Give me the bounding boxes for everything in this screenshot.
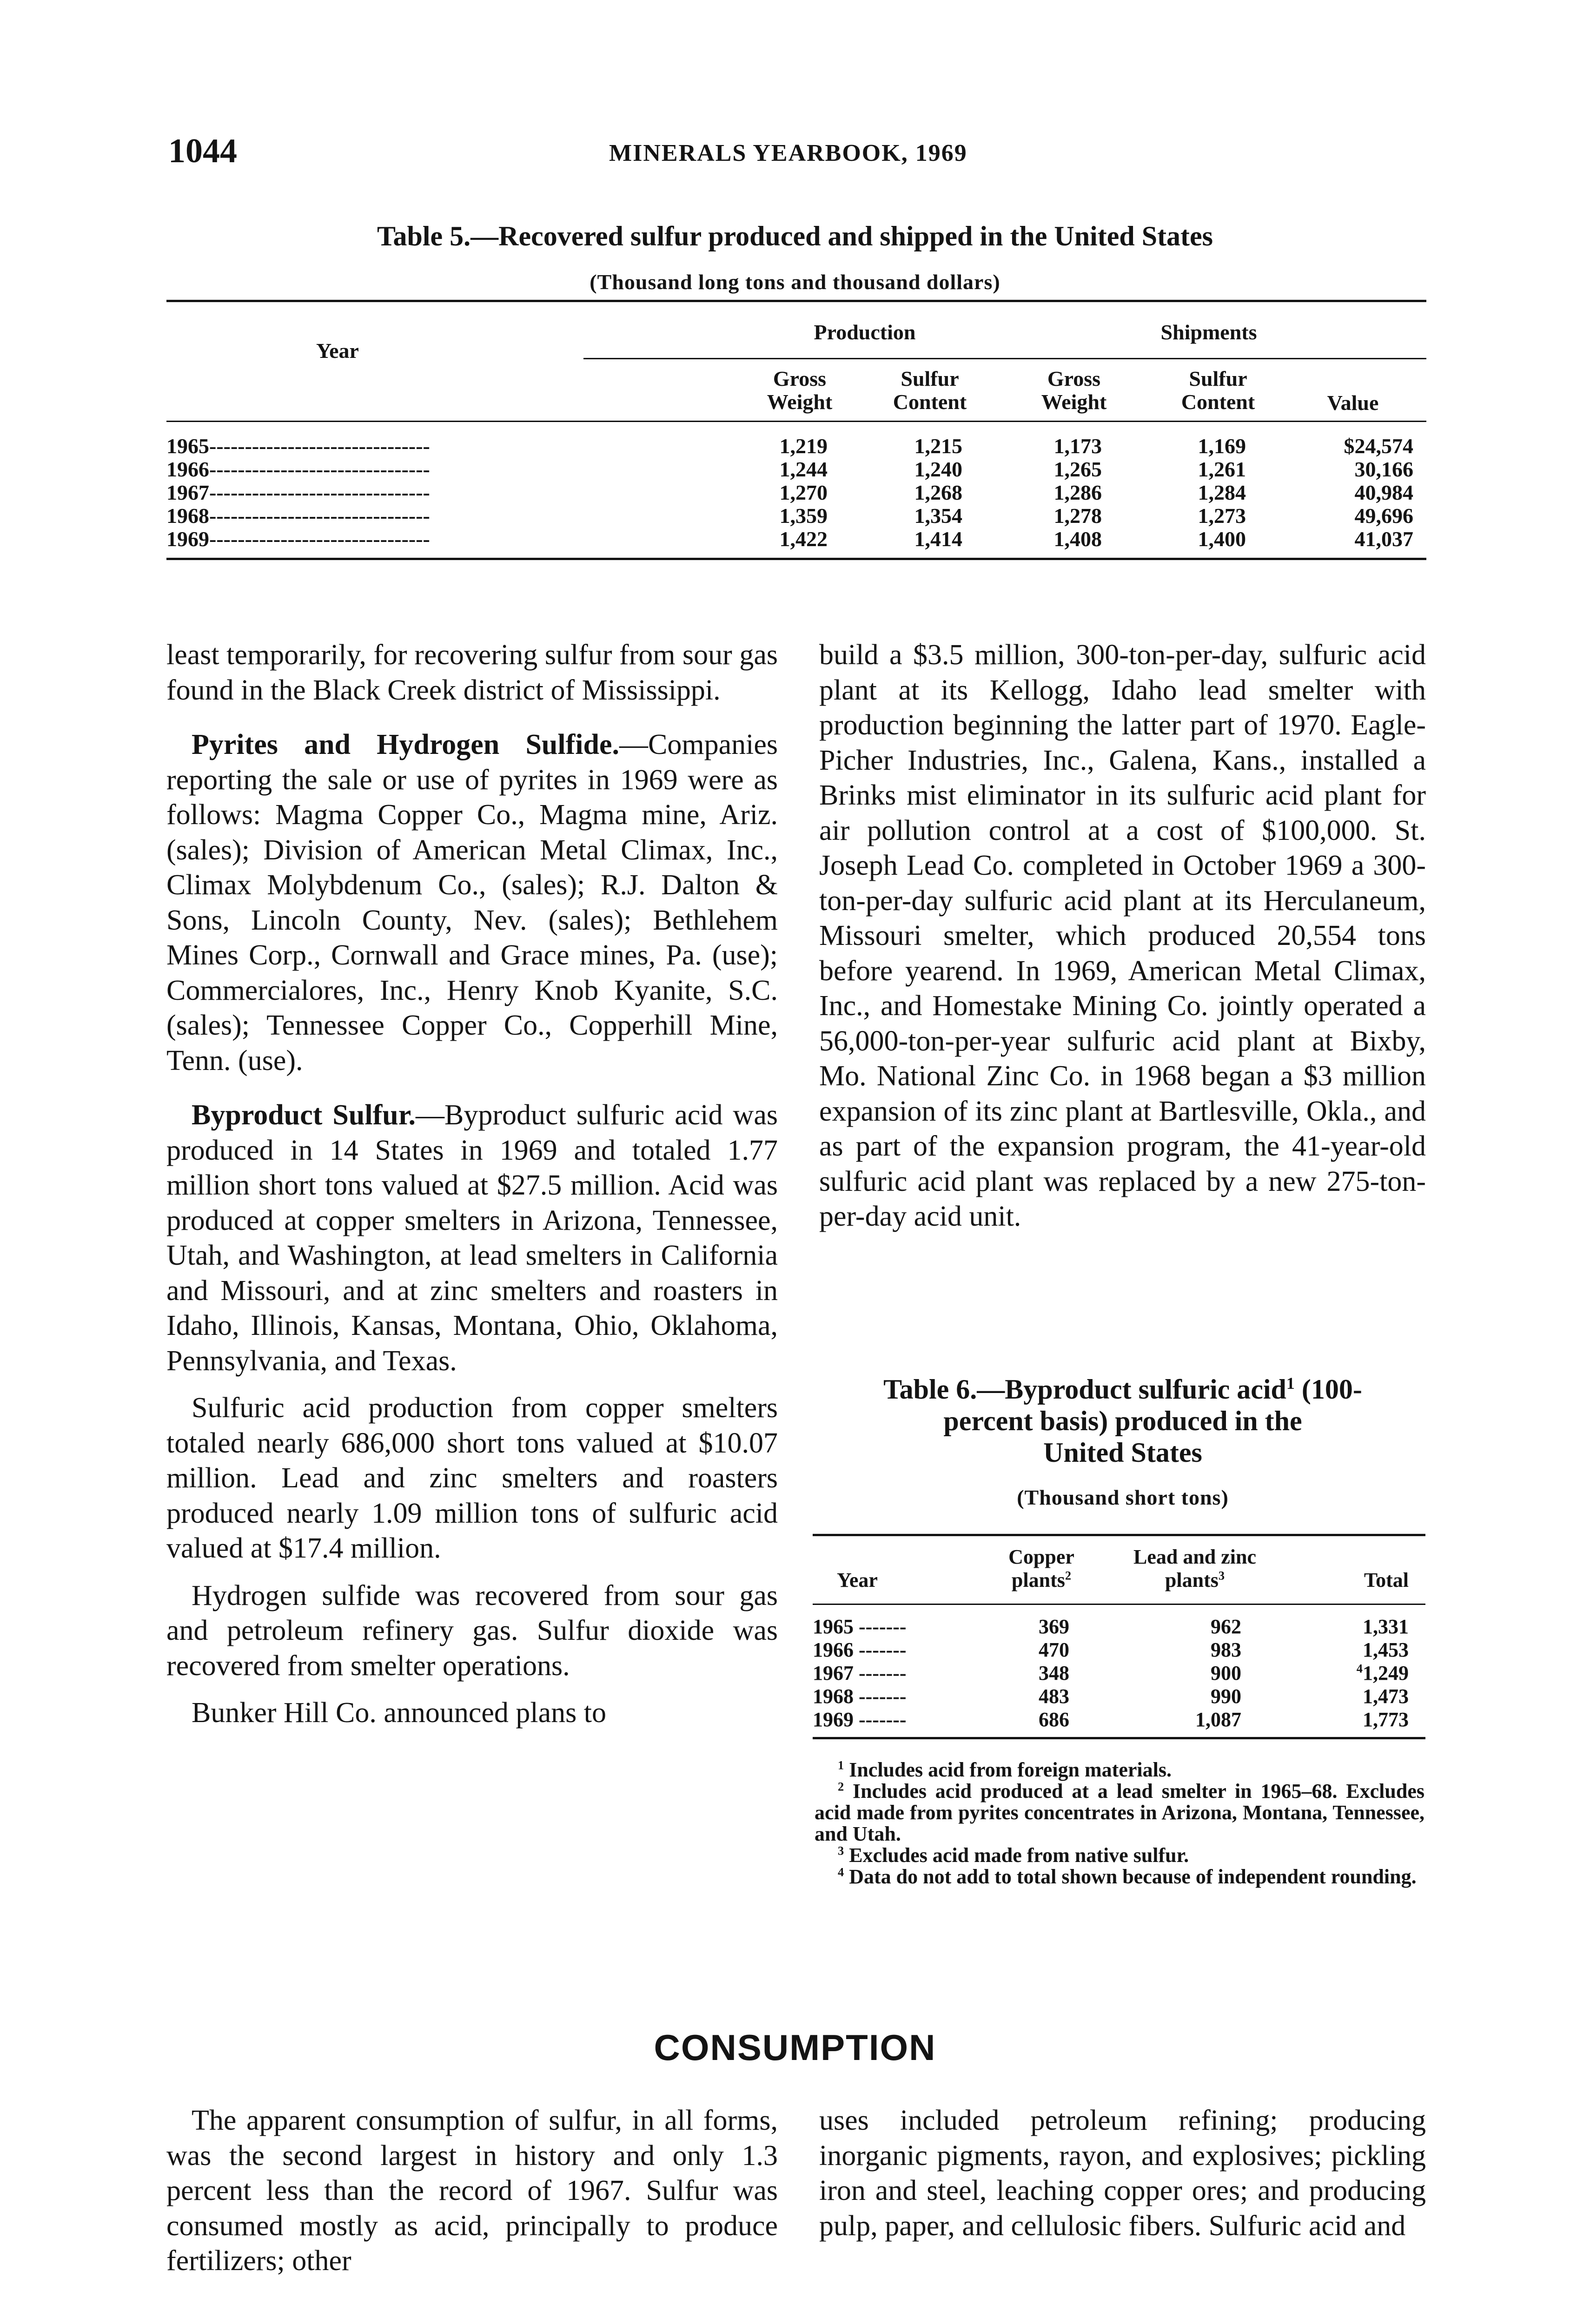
table5-col-value: Value bbox=[1327, 391, 1379, 415]
table-cell: 1,244 bbox=[779, 457, 828, 481]
table-cell: 1,773 bbox=[1363, 1708, 1409, 1731]
table-row-label: 1966------------------------------- bbox=[166, 457, 430, 481]
paragraph-pyrites bbox=[166, 727, 778, 1078]
table-cell: 30,166 bbox=[1354, 457, 1413, 481]
table-row-label: 1967------------------------------- bbox=[166, 481, 430, 504]
table-cell: 49,696 bbox=[1354, 504, 1413, 528]
table-cell: 1,331 bbox=[1363, 1615, 1409, 1638]
table-cell: 1,354 bbox=[914, 504, 962, 528]
paragraph-text: —Byproduct sulfuric acid was produced in 14 States in 1969 and totaled 1.77 million short tons valued at $27.5 million. Acid was produced at copper smelters in Arizona, Tennessee, Utah, and Washington, at lead smelters in California and Missouri, and at zinc smelters and roasters in Idaho, Illinois, Kansas, Montana, Ohio, Oklahoma, Pennsylvania, and Texas. bbox=[166, 1099, 778, 1377]
table-cell: 1,286 bbox=[1053, 481, 1102, 504]
title-line: United States bbox=[1043, 1437, 1202, 1468]
runin-heading: Byproduct Sulfur. bbox=[192, 1099, 416, 1131]
consumption-right-column bbox=[819, 2103, 1426, 2244]
table-cell: 369 bbox=[1039, 1615, 1069, 1638]
table5-col-ship-sulfur bbox=[1172, 367, 1265, 414]
table5-value-values bbox=[1283, 435, 1413, 551]
table-row-label: 1968------------------------------- bbox=[166, 504, 430, 528]
consumption-left-column bbox=[166, 2103, 778, 2279]
table-cell: 686 bbox=[1039, 1708, 1069, 1731]
table5-col-prod-sulfur bbox=[883, 367, 976, 414]
col-label-line: plants$^2$ bbox=[1011, 1568, 1072, 1591]
table-cell: 1,261 bbox=[1198, 457, 1246, 481]
table6-lead-zinc-values bbox=[1139, 1615, 1241, 1731]
title-line: percent basis) produced in the bbox=[943, 1406, 1302, 1436]
col-label-line: Sulfur bbox=[1189, 367, 1247, 390]
table-cell: 1,265 bbox=[1053, 457, 1102, 481]
table-cell: 41,037 bbox=[1354, 527, 1413, 551]
table-cell: 1,215 bbox=[914, 434, 962, 458]
footnote: $^3$ Excludes acid made from native sulfur. bbox=[838, 1843, 1189, 1867]
table-cell: 962 bbox=[1211, 1615, 1241, 1638]
table6-top-rule bbox=[813, 1534, 1425, 1536]
table-cell: 1,422 bbox=[779, 527, 828, 551]
paragraph: least temporarily, for recovering sulfur from sour gas found in the Black Creek district of Mississippi. bbox=[166, 639, 778, 706]
table-cell: 1,473 bbox=[1363, 1685, 1409, 1708]
col-label-line: Gross bbox=[1047, 367, 1101, 390]
table-cell: 1,273 bbox=[1198, 504, 1246, 528]
table-row-label: 1966 ------- bbox=[813, 1638, 907, 1661]
table-cell: 1,270 bbox=[779, 481, 828, 504]
table-cell: 1,240 bbox=[914, 457, 962, 481]
table5-bottom-rule bbox=[166, 558, 1426, 560]
col-label-line: Content bbox=[893, 390, 967, 414]
paragraph: build a $3.5 million, 300-ton-per-day, sulfuric acid plant at its Kellogg, Idaho lead smelter with production beginning the latter part of 1970. Eagle-Picher Industries, Inc., Galena, Kans., installed a Brinks mist eliminator in its sulfuric acid plant for air pollution control at a cost of $100,000. St. Joseph Lead Co. completed in October 1969 a 300-ton-per-day sulfuric acid plant at its Herculaneum, Missouri smelter, which produced 20,554 tons before yearend. In 1969, American Metal Climax, Inc., and Homestake Mining Co. jointly operated a 56,000-ton-per-year sulfuric acid plant at Bixby, Mo. National Zinc Co. in 1968 began a $3 million expansion of its zinc plant at Bartlesville, Okla., and as part of the expansion program, the 41-year-old sulfuric acid plant was replaced by a new 275-ton-per-day acid unit. bbox=[819, 639, 1426, 1232]
table-row-label: 1967 ------- bbox=[813, 1662, 907, 1684]
table5-ship-gross-values bbox=[1000, 435, 1102, 551]
table5-year-column bbox=[166, 435, 594, 551]
table-cell: 470 bbox=[1039, 1638, 1069, 1661]
right-column bbox=[819, 638, 1426, 1235]
footnote: $^4$ Data do not add to total shown because of independent rounding. bbox=[838, 1865, 1417, 1888]
col-label-line: Lead and zinc bbox=[1133, 1545, 1257, 1568]
table-cell: 1,359 bbox=[779, 504, 828, 528]
table-row-label: 1968 ------- bbox=[813, 1685, 907, 1708]
table-cell: 1,400 bbox=[1198, 527, 1246, 551]
table-cell: 1,087 bbox=[1195, 1708, 1241, 1731]
table5-prod-gross-values bbox=[725, 435, 828, 551]
table6-col-copper bbox=[976, 1545, 1106, 1592]
table5-header-rule bbox=[166, 421, 1426, 422]
table5-col-year: Year bbox=[316, 339, 359, 363]
table5-prod-sulfur-values bbox=[860, 435, 962, 551]
table-row-label: 1969 ------- bbox=[813, 1708, 907, 1731]
section-heading-consumption: CONSUMPTION bbox=[654, 2027, 936, 2068]
table-cell: $^4$1,249 bbox=[1356, 1661, 1409, 1684]
table6-title bbox=[818, 1373, 1427, 1468]
title-line: Table 6.—Byproduct sulfuric acid$^1$ (100- bbox=[883, 1374, 1362, 1405]
table6-header-rule bbox=[813, 1604, 1425, 1605]
table-cell: 1,173 bbox=[1053, 434, 1102, 458]
table-row-label: 1969------------------------------- bbox=[166, 527, 430, 551]
table-row-label: 1965------------------------------- bbox=[166, 435, 430, 458]
table5-group-shipments: Shipments bbox=[1160, 320, 1257, 344]
footnote: $^2$ Includes acid produced at a lead smelter in 1965–68. Excludes acid made from pyrites concentrates in Arizona, Montana, Tennessee, and Utah. bbox=[815, 1779, 1424, 1845]
table6-col-total: Total bbox=[1364, 1569, 1409, 1591]
table-cell: 1,408 bbox=[1053, 527, 1102, 551]
col-label-line: Gross bbox=[773, 367, 827, 390]
table5-col-prod-gross bbox=[753, 367, 846, 414]
table6-subtitle: (Thousand short tons) bbox=[1017, 1486, 1229, 1509]
paragraph: Sulfuric acid production from copper smelters totaled nearly 686,000 short tons valued at $10.07 million. Lead and zinc smelters and roasters produced nearly 1.09 million tons of sulfuric acid valued at $17.4 million. bbox=[166, 1392, 778, 1564]
table-cell: 1,414 bbox=[914, 527, 962, 551]
table-cell: 348 bbox=[1039, 1662, 1069, 1684]
table5-subtitle: (Thousand long tons and thousand dollars) bbox=[590, 270, 1000, 294]
table6-col-lead-zinc bbox=[1106, 1545, 1283, 1592]
footnote: $^1$ Includes acid from foreign materials. bbox=[838, 1758, 1172, 1781]
runin-heading: Pyrites and Hydrogen Sulfide. bbox=[192, 729, 620, 760]
table5-ship-sulfur-values bbox=[1144, 435, 1246, 551]
table6-year-column bbox=[813, 1615, 980, 1731]
table-cell: 1,278 bbox=[1053, 504, 1102, 528]
table-cell: 1,268 bbox=[914, 481, 962, 504]
table-cell: 40,984 bbox=[1354, 481, 1413, 504]
table-cell: 1,453 bbox=[1363, 1638, 1409, 1661]
table5-group-rule bbox=[583, 358, 1426, 359]
table6-bottom-rule bbox=[813, 1737, 1425, 1739]
table-cell: 1,219 bbox=[779, 434, 828, 458]
paragraph: uses included petroleum refining; producing inorganic pigments, rayon, and explosives; pickling iron and steel, leaching copper ores; and producing pulp, paper, and cellulosic fibers. Sulfuric acid and bbox=[819, 2105, 1426, 2242]
table6-col-year: Year bbox=[837, 1569, 878, 1591]
table5-group-production: Production bbox=[814, 320, 916, 344]
table-cell: 483 bbox=[1039, 1685, 1069, 1708]
table-cell: $24,574 bbox=[1344, 434, 1413, 458]
table-cell: 983 bbox=[1211, 1638, 1241, 1661]
table-cell: 1,169 bbox=[1198, 434, 1246, 458]
col-label-line: Sulfur bbox=[901, 367, 959, 390]
table-cell: 990 bbox=[1211, 1685, 1241, 1708]
table-cell: 1,284 bbox=[1198, 481, 1246, 504]
table-row-label: 1965 ------- bbox=[813, 1615, 907, 1638]
col-label-line: plants$^3$ bbox=[1165, 1568, 1225, 1591]
left-column bbox=[166, 638, 778, 1731]
paragraph: Bunker Hill Co. announced plans to bbox=[192, 1697, 606, 1729]
paragraph-text: —Companies reporting the sale or use of pyrites in 1969 were as follows: Magma Copper Co., Magma mine, Ariz. (sales); Division of American Metal Climax, Inc., Climax Molybdenum Co., (sales); R.J. Dalton & Sons, Lincoln County, Nev. (sales); Bethlehem Mines Corp., Cornwall and Grace mines, Pa. (use); Commercialores, Inc., Henry Knob Kyanite, S.C. (sales); Tennessee Copper Co., Copperhill Mine, Tenn. (use). bbox=[166, 729, 778, 1076]
col-label-line: Copper bbox=[1008, 1545, 1074, 1568]
paragraph: Hydrogen sulfide was recovered from sour gas and petroleum refinery gas. Sulfur dioxide was recovered from smelter operations. bbox=[166, 1579, 778, 1682]
col-label-line: Content bbox=[1181, 390, 1255, 414]
page-number: 1044 bbox=[168, 132, 237, 170]
table-cell: 900 bbox=[1211, 1662, 1241, 1684]
col-label-line: Weight bbox=[1041, 390, 1107, 414]
col-label-line: Weight bbox=[767, 390, 833, 414]
table5-top-rule bbox=[166, 300, 1426, 302]
paragraph-byproduct bbox=[166, 1098, 778, 1379]
table6-total-values bbox=[1292, 1615, 1409, 1731]
table6-copper-values bbox=[976, 1615, 1069, 1731]
table6-footnotes bbox=[815, 1759, 1424, 1888]
running-title: MINERALS YEARBOOK, 1969 bbox=[609, 140, 967, 166]
table5-col-ship-gross bbox=[1027, 367, 1120, 414]
table5-title: Table 5.—Recovered sulfur produced and shipped in the United States bbox=[377, 221, 1213, 251]
paragraph: The apparent consumption of sulfur, in all forms, was the second largest in history and only 1.3 percent less than the record of 1967. Sulfur was consumed mostly as acid, principally to produce fertilizers; other bbox=[166, 2105, 778, 2277]
